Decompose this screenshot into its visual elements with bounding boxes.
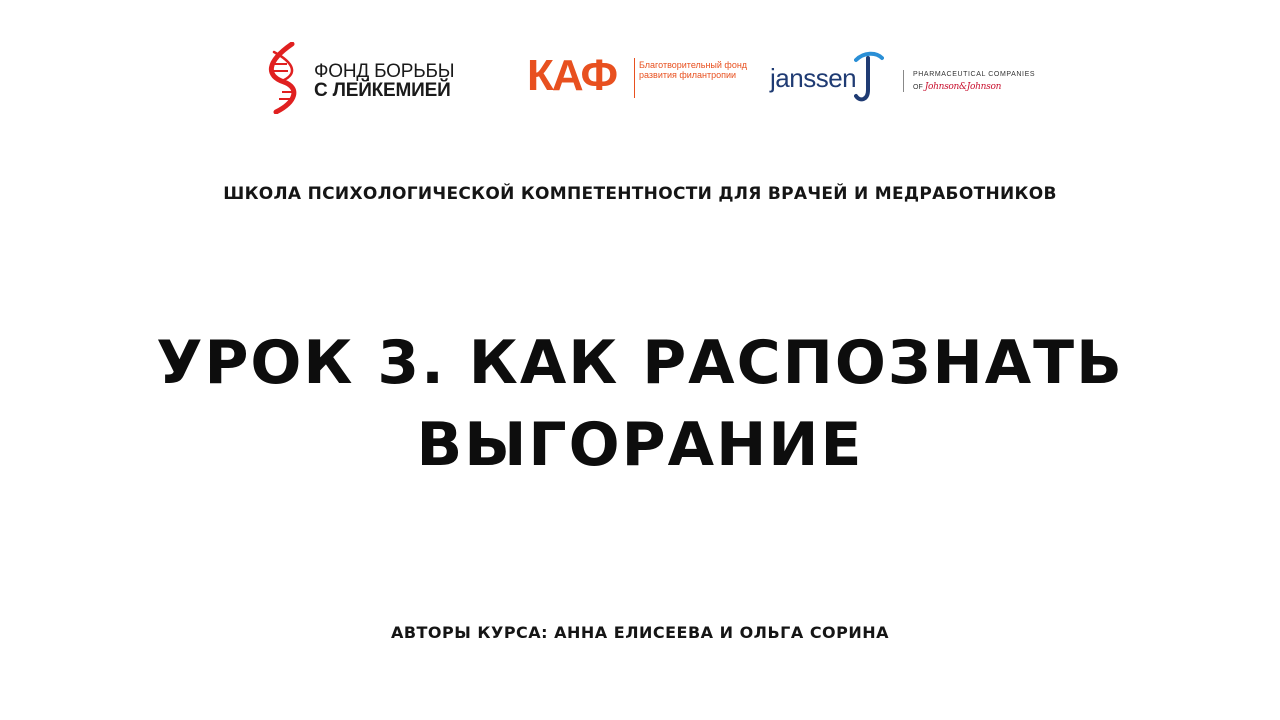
fond-leukemia-logo: [262, 42, 472, 114]
kaf-logo-divider: [634, 58, 635, 98]
partner-logos: [0, 40, 1280, 116]
janssen-logo: [770, 50, 1036, 106]
janssen-pharma-text: PHARMACEUTICAL COMPANIES: [913, 71, 1036, 78]
kaf-logo-subtitle-line1: Благотворительный фонд: [639, 60, 748, 70]
kaf-logo: [527, 51, 748, 102]
janssen-swoosh-icon: [854, 50, 884, 106]
janssen-of-text: OF: [913, 84, 923, 91]
janssen-divider: [903, 70, 904, 92]
janssen-wordmark: janssen: [770, 63, 857, 93]
fond-logo-text: [314, 62, 454, 100]
dna-helix-icon: [262, 42, 308, 114]
course-authors: АВТОРЫ КУРСА: АННА ЕЛИСЕЕВА И ОЛЬГА СОРИНА: [390, 623, 890, 642]
lesson-title: [0, 322, 1280, 486]
lesson-title-line2: ВЫГОРАНИЕ: [416, 410, 864, 480]
kaf-logo-mark: КАФ: [527, 51, 617, 100]
school-title: ШКОЛА ПСИХОЛОГИЧЕСКОЙ КОМПЕТЕНТНОСТИ ДЛЯ ВРАЧЕЙ И МЕДРАБОТНИКОВ: [223, 184, 1057, 204]
johnson-johnson-script: Johnson&Johnson: [924, 82, 1002, 92]
fond-logo-line2: С ЛЕЙКЕМИЕЙ: [314, 80, 451, 101]
kaf-logo-subtitle: [639, 60, 747, 80]
fond-logo-line1: ФОНД БОРЬБЫ: [314, 61, 455, 82]
janssen-of-line: [913, 82, 1001, 93]
kaf-logo-subtitle-line2: развития филантропии: [639, 70, 737, 80]
lesson-title-line1: УРОК 3. КАК РАСПОЗНАТЬ: [156, 328, 1124, 398]
